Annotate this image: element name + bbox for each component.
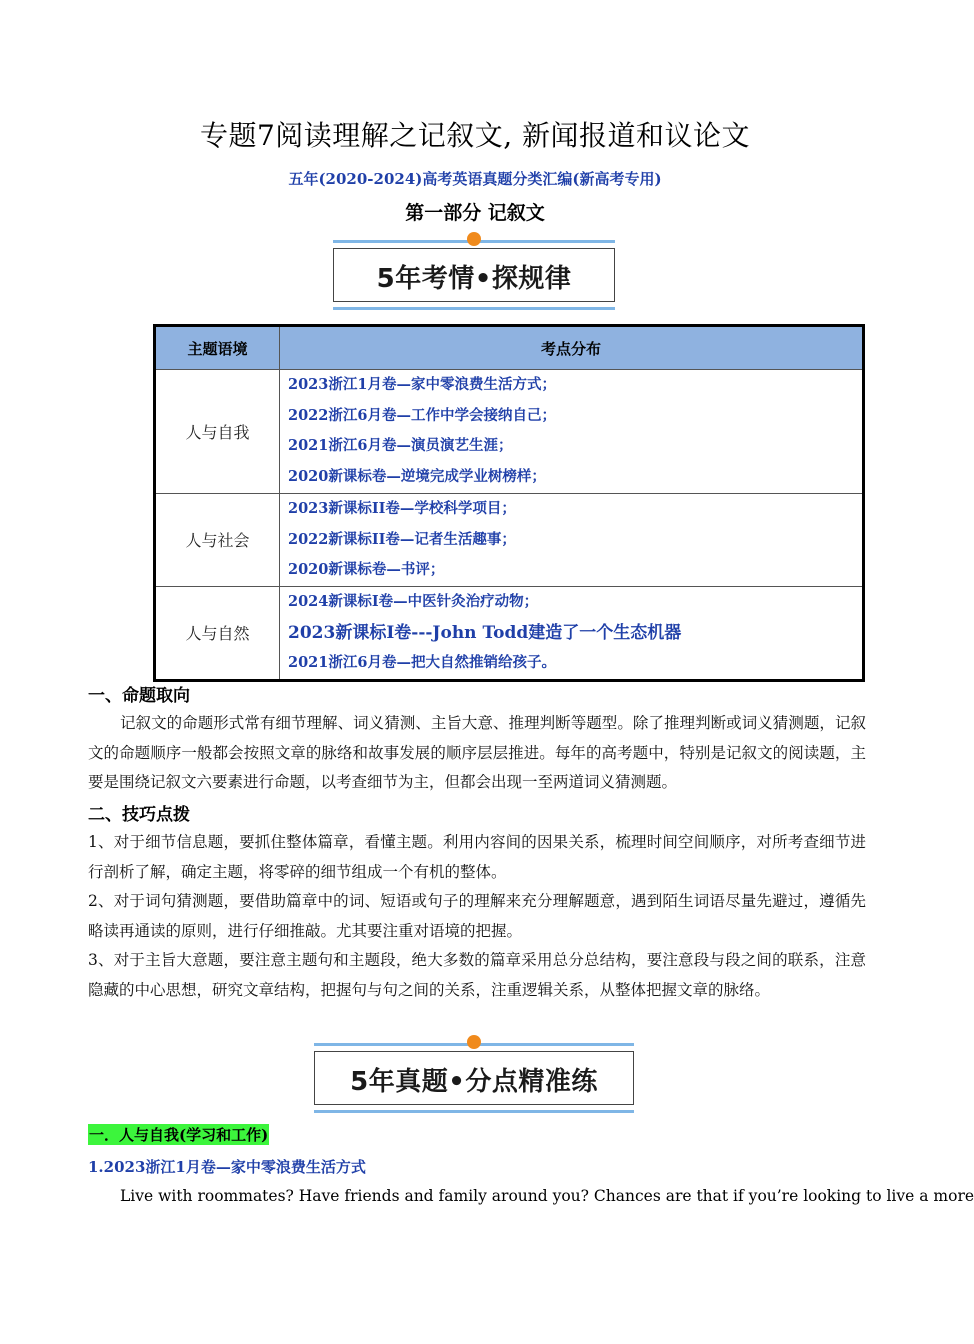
orange-dot-icon [467, 1035, 481, 1049]
section-heading: 二、技巧点拨 [88, 805, 190, 825]
topics-cell [280, 586, 864, 680]
topic-item: 2023新课标II卷—学校科学项目； [288, 499, 516, 517]
topic-item: 2023新课标I卷---John Todd建造了一个生态机器 [288, 622, 682, 643]
topic-distribution-table [153, 324, 865, 682]
topic-item: 2021浙江6月卷—演员演艺生涯； [288, 437, 513, 455]
tip-paragraph: 2、对于词句猜测题，要借助篇章中的词、短语或句子的理解来充分理解题意，遇到陌生词语尽量先避过，遵循先略读再通读的原则，进行仔细推敲。尤其要注重对语境的把握。 [88, 892, 866, 940]
theme-cell: 人与自然 [155, 586, 280, 680]
topic-item: 2024新课标I卷—中医针灸治疗动物； [288, 592, 539, 610]
banner-label: 5年考情•探规律 [376, 264, 572, 294]
question-title: 1.2023浙江1月卷—家中零浪费生活方式 [88, 1158, 366, 1176]
document-subtitle: 五年(2020-2024)高考英语真题分类汇编(新高考专用) [288, 170, 662, 188]
topic-item: 2020新课标卷—逆境完成学业树榜样； [288, 468, 546, 486]
part-title: 第一部分 记叙文 [405, 202, 545, 224]
theme-cell: 人与社会 [155, 493, 280, 586]
practice-banner [314, 1043, 634, 1113]
tip-paragraph: 1、对于细节信息题，要抓住整体篇章，看懂主题。利用内容间的因果关系，梳理时间空间顺序，对所考查细节进行剖析了解，确定主题，将零碎的细节组成一个有机的整体。 [88, 833, 866, 881]
topics-cell [280, 493, 864, 586]
topic-item: 2021浙江6月卷—把大自然推销给孩子。 [288, 654, 556, 672]
table-header-row [155, 326, 864, 370]
column-header-theme: 主题语境 [155, 326, 280, 370]
topic-item: 2020新课标卷—书评； [288, 561, 445, 579]
tip-paragraph: 3、对于主旨大意题，要注意主题句和主题段，绝大多数的篇章采用总分总结构，要注意段与段之间的联系，注意隐藏的中心思想，研究文章结构，把握句与句之间的关系，注重逻辑关系，从整体把握文章的脉络。 [88, 951, 866, 999]
exam-trends-banner [333, 240, 615, 310]
table-row [155, 586, 864, 680]
banner-label: 5年真题•分点精准练 [350, 1067, 598, 1097]
section-tag-highlight: 一．人与自我(学习和工作) [89, 1126, 269, 1144]
topic-item: 2022新课标II卷—记者生活趣事； [288, 530, 516, 548]
topics-cell [280, 370, 864, 494]
table-row [155, 493, 864, 586]
topic-item: 2023浙江1月卷—家中零浪费生活方式； [288, 376, 556, 393]
passage-text: Live with roommates? Have friends and family around you? Chances are that if you’re looking to live a more [120, 1187, 974, 1205]
theme-cell: 人与自我 [155, 370, 280, 494]
section-body: 记叙文的命题形式常有细节理解、词义猜测、主旨大意、推理判断等题型。除了推理判断或词义猜测题，记叙文的命题顺序一般都会按照文章的脉络和故事发展的顺序层层推进。每年的高考题中，特别是记叙文的阅读题，主要是围绕记叙文六要素进行命题，以考查细节为主，但都会出现一至两道词义猜测题。 [88, 714, 866, 791]
orange-dot-icon [467, 232, 481, 246]
section-heading: 一、命题取向 [88, 686, 190, 706]
table-row [155, 370, 864, 494]
column-header-topics: 考点分布 [280, 326, 864, 370]
document-title: 专题7阅读理解之记叙文, 新闻报道和议论文 [199, 119, 751, 152]
topic-item: 2022浙江6月卷—工作中学会接纳自己； [288, 406, 556, 424]
